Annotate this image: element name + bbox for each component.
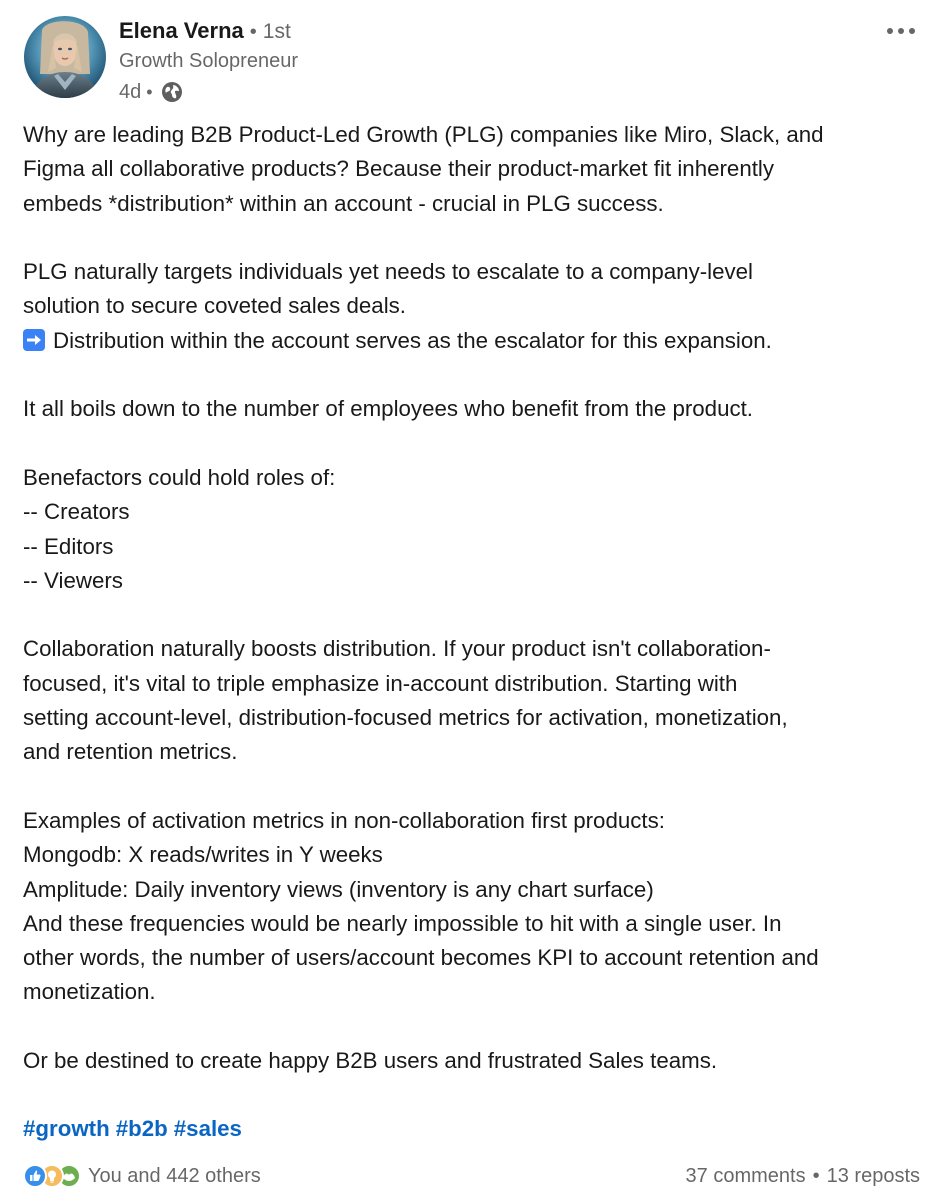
post-line: PLG naturally targets individuals yet needs to escalate to a company-level [23,259,754,285]
post-line: Or be destined to create happy B2B users and frustrated Sales teams. [23,1048,718,1074]
post-line: Collaboration naturally boosts distribution. If your product isn't collaboration- [23,636,771,662]
post-line: Why are leading B2B Product-Led Growth (PLG) companies like Miro, Slack, and [23,122,824,147]
social-counts-bar [0,1160,939,1196]
name-separator: • [249,21,257,43]
post-line: Amplitude: Daily inventory views (inventory is any chart surface) [23,876,654,902]
post-line: monetization. [23,979,156,1005]
hashtag-list [23,1116,248,1142]
post-line: And these frequencies would be nearly impossible to hit with a single user. In [23,910,782,936]
post-line: Benefactors could hold roles of: [23,464,336,490]
connection-degree: 1st [262,20,291,43]
post-header [0,0,939,110]
more-options-button[interactable] [881,20,921,42]
post-line-arrow [23,324,923,358]
counts-separator: • [812,1165,820,1187]
post-line: Mongodb: X reads/writes in Y weeks [23,842,383,868]
author-name[interactable]: Elena Verna [119,18,244,43]
post-line: It all boils down to the number of employees who benefit from the product. [23,396,754,422]
paragraph-gap [23,427,923,461]
reactions-summary[interactable] [23,1164,261,1188]
globe-icon [160,80,184,104]
like-icon [23,1164,47,1188]
reposts-count[interactable]: 13 reposts [826,1165,920,1187]
engagement-counts [686,1165,920,1188]
post-line: and retention metrics. [23,739,238,765]
paragraph-gap [23,221,923,255]
post-time[interactable]: 4d [119,80,142,103]
post-line: setting account-level, distribution-focused metrics for activation, monetization, [23,705,788,731]
post-line: -- Viewers [23,567,123,593]
more-horizontal-icon [887,28,893,34]
reactions-count: You and 442 others [88,1164,261,1187]
more-dot [909,28,915,34]
author-avatar[interactable] [24,16,106,98]
post-line: Examples of activation metrics in non-collaboration first products: [23,807,665,833]
post-line: focused, it's vital to triple emphasize in-account distribution. Starting with [23,670,738,696]
post-line: embeds *distribution* within an account - crucial in PLG success. [23,190,664,216]
paragraph-gap [23,1010,923,1044]
paragraph-gap [23,358,923,392]
post-meta [119,78,184,106]
hashtag-sales[interactable]: #sales [173,1116,242,1141]
hashtag-b2b[interactable]: #b2b [115,1116,168,1141]
hashtag-growth[interactable]: #growth [23,1116,110,1141]
post-text [23,118,923,1078]
post-line: -- Creators [23,499,130,525]
post-line-text: Distribution within the account serves as the escalator for this expansion. [53,327,772,353]
right-arrow-emoji-icon [23,329,45,351]
post-line: other words, the number of users/account becomes KPI to account retention and [23,945,819,971]
paragraph-gap [23,770,923,804]
post-line: solution to secure coveted sales deals. [23,293,406,319]
author-headline: Growth Solopreneur [119,50,298,72]
comments-count[interactable]: 37 comments [685,1165,806,1187]
paragraph-gap [23,598,923,632]
meta-separator: • [146,81,153,102]
post-line: Figma all collaborative products? Because their product-market fit inherently [23,156,775,182]
more-dot [898,28,904,34]
profile-photo [24,16,106,98]
post-line: -- Editors [23,533,114,559]
author-name-line [119,18,291,50]
